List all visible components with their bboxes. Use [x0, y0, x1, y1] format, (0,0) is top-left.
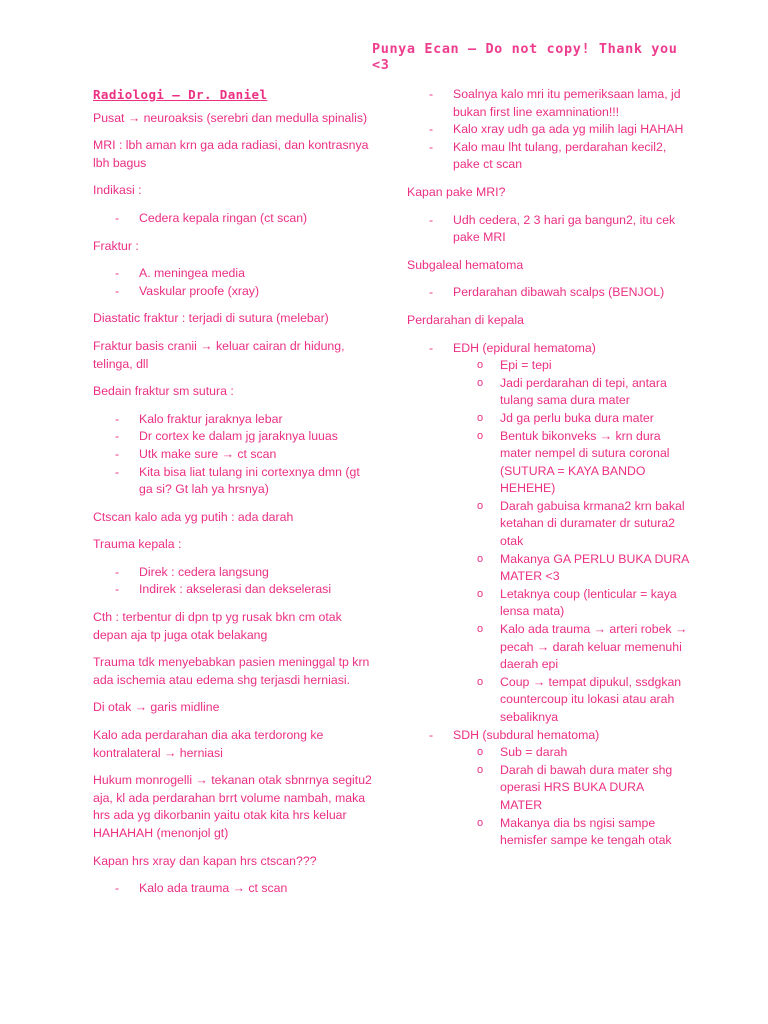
sdh-label: SDH (subdural hematoma) — [453, 727, 600, 742]
notes-title: Radiologi – Dr. Daniel — [93, 87, 268, 102]
note-paragraph: MRI : lbh aman krn ga ada radiasi, dan kontrasnya lbh bagus — [93, 138, 369, 170]
bedain-list — [93, 411, 375, 499]
sub-list-item: o Makanya dia bs ngisi sampe hemisfer sampe ke tengah otak — [453, 815, 689, 850]
sub-list-item: o Letaknya coup (lenticular = kaya lensa mata) — [453, 586, 689, 621]
note-paragraph: Indikasi : — [93, 183, 142, 198]
list-item: - Utk make sure → ct scan — [93, 446, 375, 464]
list-item: - Vaskular proofe (xray) — [93, 283, 375, 301]
continuation-list — [407, 86, 689, 174]
list-item-sdh — [407, 727, 689, 850]
list-item: - Indirek : akselerasi dan dekselerasi — [93, 581, 375, 599]
list-item-edh — [407, 340, 689, 727]
list-item: - Perdarahan dibawah scalps (BENJOL) — [407, 284, 689, 302]
subgaleal-list — [407, 284, 689, 302]
sub-list-item: o Makanya GA PERLU BUKA DURA MATER <3 — [453, 551, 689, 586]
perdarahan-list — [407, 340, 689, 850]
list-item: - Soalnya kalo mri itu pemeriksaan lama, jd bukan first line examnination!!! — [407, 86, 689, 121]
list-item: - Kalo mau lht tulang, perdarahan kecil2, pake ct scan — [407, 139, 689, 174]
note-paragraph: Ctscan kalo ada yg putih : ada darah — [93, 509, 294, 524]
note-paragraph: Diastatic fraktur : terjadi di sutura (melebar) — [93, 311, 329, 326]
list-item: - Kalo ada trauma → ct scan — [93, 880, 375, 898]
sub-list-item: o Epi = tepi — [453, 357, 689, 375]
fraktur-list — [93, 265, 375, 300]
sub-list-item: o Darah gabuisa krmana2 krn bakal ketahan di duramater dr sutura2 otak — [453, 498, 689, 551]
list-item: - Udh cedera, 2 3 hari ga bangun2, itu cek pake MRI — [407, 212, 689, 247]
list-item: - Kalo xray udh ga ada yg milih lagi HAHAH — [407, 121, 689, 139]
note-paragraph: Fraktur basis cranii → keluar cairan dr hidung, telinga, dll — [93, 338, 345, 371]
sub-list-item: o Bentuk bikonveks → krn dura mater nempel di sutura coronal (SUTURA = KAYA BANDO HEHEHE) — [453, 428, 689, 498]
mri-list — [407, 212, 689, 247]
indikasi-list — [93, 210, 375, 228]
sub-list-item: o Coup → tempat dipukul, ssdgkan countercoup itu lokasi atau arah sebaliknya — [453, 674, 689, 727]
page-header: Punya Ecan – Do not copy! Thank you <3 — [372, 41, 678, 73]
list-item: - Kita bisa liat tulang ini cortexnya dmn (gt ga si? Gt lah ya hrsnya) — [93, 464, 375, 499]
note-paragraph: Di otak → garis midline — [93, 700, 220, 715]
list-item: - A. meningea media — [93, 265, 375, 283]
sdh-sublist — [453, 744, 689, 850]
edh-label: EDH (epidural hematoma) — [453, 340, 596, 355]
list-item: - Cedera kepala ringan (ct scan) — [93, 210, 375, 228]
list-item: - Dr cortex ke dalam jg jaraknya luuas — [93, 428, 375, 446]
note-paragraph: Subgaleal hematoma — [407, 257, 524, 272]
right-column — [407, 86, 689, 860]
kapan-list — [93, 880, 375, 898]
sub-list-item: o Jd ga perlu buka dura mater — [453, 410, 689, 428]
note-paragraph: Hukum monrogelli → tekanan otak sbnrnya segitu2 aja, kl ada perdarahan brrt volume nambah, maka hrs ada yg dikorbanin yaitu otak kita hrs keluar HAHAHAH (menonjol gt) — [93, 773, 372, 840]
sub-list-item: o Sub = darah — [453, 744, 689, 762]
trauma-list — [93, 564, 375, 599]
note-paragraph: Trauma kepala : — [93, 537, 182, 552]
sub-list-item: o Jadi perdarahan di tepi, antara tulang sama dura mater — [453, 375, 689, 410]
note-paragraph: Trauma tdk menyebabkan pasien meninggal tp krn ada ischemia atau edema shg terjasdi herniasi. — [93, 655, 370, 687]
note-paragraph: Pusat → neuroaksis (serebri dan medulla spinalis) — [93, 110, 368, 125]
sub-list-item: o Kalo ada trauma → arteri robek → pecah → darah keluar memenuhi daerah epi — [453, 621, 689, 674]
note-paragraph: Kapan hrs xray dan kapan hrs ctscan??? — [93, 853, 317, 868]
note-paragraph: Fraktur : — [93, 238, 139, 253]
note-paragraph: Kapan pake MRI? — [407, 184, 506, 199]
note-paragraph: Cth : terbentur di dpn tp yg rusak bkn cm otak depan aja tp juga otak belakang — [93, 610, 342, 642]
list-item: - Direk : cedera langsung — [93, 564, 375, 582]
edh-sublist — [453, 357, 689, 726]
note-paragraph: Bedain fraktur sm sutura : — [93, 384, 234, 399]
sub-list-item: o Darah di bawah dura mater shg operasi HRS BUKA DURA MATER — [453, 762, 689, 815]
list-item: - Kalo fraktur jaraknya lebar — [93, 411, 375, 429]
note-paragraph: Kalo ada perdarahan dia aka terdorong ke kontralateral → herniasi — [93, 728, 324, 760]
note-paragraph: Perdarahan di kepala — [407, 312, 524, 327]
left-column — [93, 86, 375, 908]
